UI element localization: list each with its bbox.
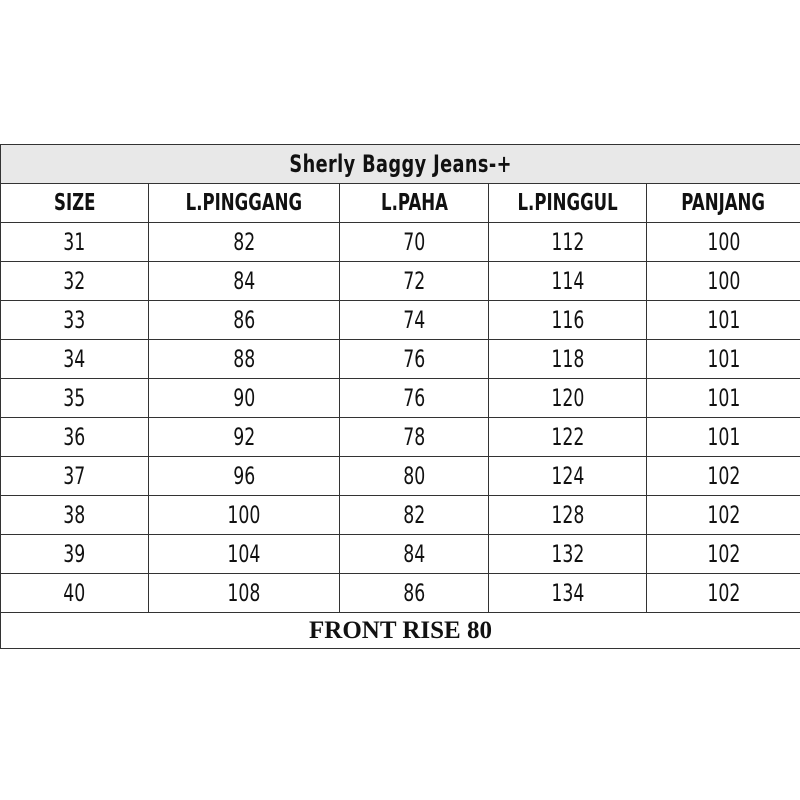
table-row	[1, 535, 800, 574]
cell-value: 72	[402, 267, 425, 295]
cell-value: 92	[232, 423, 255, 451]
cell-panjang	[647, 340, 800, 379]
table-title	[1, 145, 800, 184]
cell-panjang	[647, 379, 800, 418]
cell-lingkar-pinggul	[489, 418, 647, 457]
cell-size	[1, 379, 149, 418]
cell-lingkar-paha	[340, 418, 489, 457]
header-panjang	[647, 184, 800, 223]
cell-lingkar-pinggang	[149, 379, 340, 418]
cell-value: 84	[232, 267, 255, 295]
cell-lingkar-paha	[340, 379, 489, 418]
cell-lingkar-pinggang	[149, 574, 340, 613]
cell-value: 100	[707, 267, 740, 295]
cell-lingkar-pinggul	[489, 496, 647, 535]
cell-value: 88	[232, 345, 255, 373]
cell-value: 104	[227, 540, 261, 568]
cell-value: 108	[227, 579, 261, 607]
cell-size	[1, 301, 149, 340]
header-lingkar-pinggul-label: L.PINGGUL	[517, 190, 618, 216]
cell-value: 76	[402, 345, 425, 373]
cell-value: 90	[232, 384, 255, 412]
title-row	[1, 145, 800, 184]
cell-lingkar-pinggang	[149, 457, 340, 496]
footer-row	[1, 613, 800, 649]
cell-value: 124	[551, 462, 584, 490]
cell-size	[1, 262, 149, 301]
cell-lingkar-pinggang	[149, 418, 340, 457]
cell-lingkar-pinggul	[489, 301, 647, 340]
cell-panjang	[647, 535, 800, 574]
cell-lingkar-pinggang	[149, 262, 340, 301]
table-row	[1, 379, 800, 418]
cell-size	[1, 223, 149, 262]
cell-value: 102	[707, 462, 740, 490]
cell-value: 86	[402, 579, 425, 607]
cell-value: 101	[707, 423, 740, 451]
header-size-label: SIZE	[53, 190, 96, 216]
cell-value: 80	[402, 462, 425, 490]
header-row	[1, 184, 800, 223]
cell-value: 40	[63, 579, 86, 607]
header-lingkar-paha	[340, 184, 489, 223]
cell-value: 101	[707, 306, 740, 334]
table-row	[1, 457, 800, 496]
cell-value: 39	[63, 540, 86, 568]
cell-value: 96	[232, 462, 255, 490]
cell-lingkar-pinggang	[149, 535, 340, 574]
cell-value: 78	[402, 423, 425, 451]
cell-value: 102	[707, 540, 740, 568]
cell-value: 102	[707, 501, 740, 529]
cell-value: 114	[551, 267, 584, 295]
cell-value: 101	[707, 384, 740, 412]
cell-size	[1, 340, 149, 379]
front-rise-note: FRONT RISE 80	[1, 613, 800, 649]
table-row	[1, 223, 800, 262]
cell-panjang	[647, 418, 800, 457]
cell-value: 74	[402, 306, 425, 334]
cell-value: 86	[232, 306, 255, 334]
cell-value: 112	[551, 228, 584, 256]
cell-value: 76	[402, 384, 425, 412]
header-lingkar-pinggang-label: L.PINGGANG	[185, 190, 303, 216]
cell-lingkar-paha	[340, 262, 489, 301]
cell-lingkar-paha	[340, 496, 489, 535]
cell-panjang	[647, 496, 800, 535]
cell-lingkar-pinggang	[149, 340, 340, 379]
cell-lingkar-paha	[340, 223, 489, 262]
cell-size	[1, 457, 149, 496]
cell-value: 128	[551, 501, 584, 529]
cell-value: 36	[63, 423, 86, 451]
cell-size	[1, 535, 149, 574]
cell-lingkar-pinggul	[489, 340, 647, 379]
cell-value: 100	[227, 501, 261, 529]
cell-lingkar-paha	[340, 301, 489, 340]
cell-value: 134	[551, 579, 584, 607]
cell-size	[1, 418, 149, 457]
cell-value: 82	[402, 501, 425, 529]
table-row	[1, 262, 800, 301]
cell-value: 101	[707, 345, 740, 373]
cell-value: 132	[551, 540, 584, 568]
cell-lingkar-pinggul	[489, 457, 647, 496]
header-panjang-label: PANJANG	[681, 190, 766, 216]
header-lingkar-pinggang	[149, 184, 340, 223]
size-chart-table	[0, 144, 800, 649]
cell-size	[1, 574, 149, 613]
cell-lingkar-pinggul	[489, 574, 647, 613]
cell-value: 35	[63, 384, 86, 412]
table-row	[1, 418, 800, 457]
header-size	[1, 184, 149, 223]
cell-value: 33	[63, 306, 86, 334]
cell-value: 31	[63, 228, 86, 256]
cell-value: 38	[63, 501, 86, 529]
cell-panjang	[647, 457, 800, 496]
header-lingkar-pinggul	[489, 184, 647, 223]
table-row	[1, 301, 800, 340]
cell-lingkar-paha	[340, 340, 489, 379]
cell-lingkar-pinggul	[489, 262, 647, 301]
cell-panjang	[647, 301, 800, 340]
table-row	[1, 496, 800, 535]
cell-value: 32	[63, 267, 86, 295]
cell-lingkar-pinggul	[489, 379, 647, 418]
cell-panjang	[647, 223, 800, 262]
cell-lingkar-paha	[340, 457, 489, 496]
cell-lingkar-pinggang	[149, 496, 340, 535]
cell-panjang	[647, 574, 800, 613]
cell-lingkar-pinggul	[489, 223, 647, 262]
cell-value: 122	[551, 423, 584, 451]
cell-panjang	[647, 262, 800, 301]
cell-value: 116	[551, 306, 584, 334]
cell-lingkar-paha	[340, 535, 489, 574]
cell-value: 100	[707, 228, 740, 256]
cell-lingkar-paha	[340, 574, 489, 613]
cell-value: 82	[232, 228, 255, 256]
size-chart	[0, 144, 800, 657]
cell-value: 34	[63, 345, 86, 373]
cell-value: 118	[551, 345, 584, 373]
cell-value: 120	[551, 384, 584, 412]
header-lingkar-paha-label: L.PAHA	[380, 190, 448, 216]
cell-size	[1, 496, 149, 535]
table-row	[1, 574, 800, 613]
cell-value: 70	[402, 228, 425, 256]
table-row	[1, 340, 800, 379]
cell-value: 84	[402, 540, 425, 568]
cell-lingkar-pinggul	[489, 535, 647, 574]
cell-lingkar-pinggang	[149, 223, 340, 262]
table-title-text: Sherly Baggy Jeans-+	[289, 150, 512, 178]
cell-value: 37	[63, 462, 86, 490]
cell-value: 102	[707, 579, 740, 607]
cell-lingkar-pinggang	[149, 301, 340, 340]
